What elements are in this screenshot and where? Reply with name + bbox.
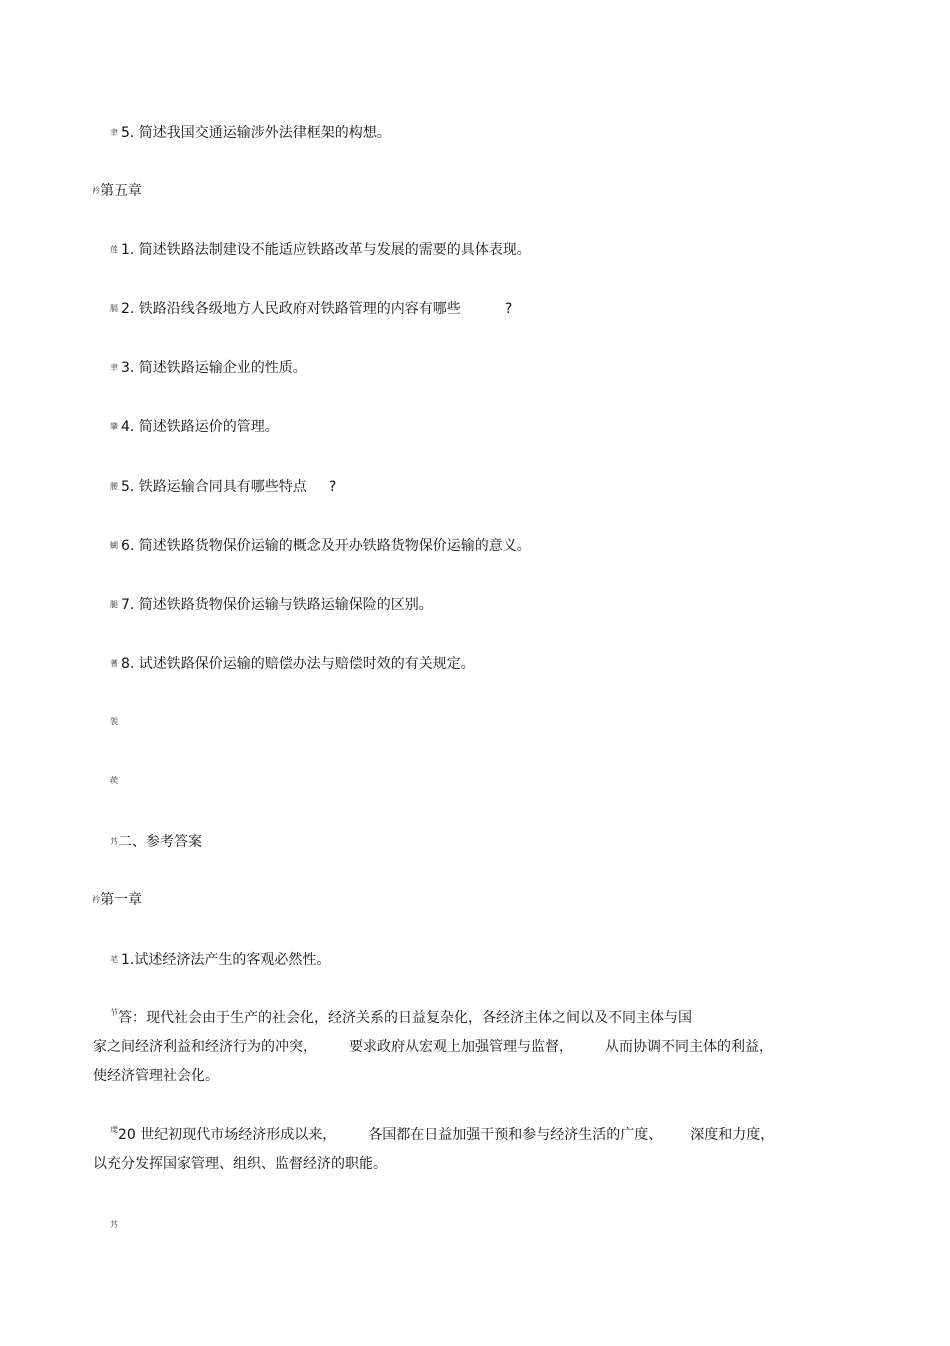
question-mark: ? xyxy=(328,479,337,495)
char-mark: 衿 xyxy=(92,186,100,195)
char-mark: 节 xyxy=(110,1008,118,1017)
question-ch5-1 xyxy=(110,241,531,259)
question-ch5-4 xyxy=(110,418,279,436)
question-ch5-2 xyxy=(110,300,512,318)
answers-heading xyxy=(110,833,202,851)
paragraph-text: 家之间经济利益和经济行为的冲突， xyxy=(93,1039,317,1055)
answer-paragraph xyxy=(93,1004,833,1091)
paragraph-text: 深度和力度， xyxy=(690,1127,775,1143)
paragraph-text: 从而协调不同主体的利益， xyxy=(605,1039,773,1055)
char-mark: 聿 xyxy=(110,128,118,137)
char-mark: 蝴 xyxy=(110,541,118,550)
question-mark: ? xyxy=(504,301,513,317)
paragraph-text: 各国都在日益加强干预和参与经济生活的广度、 xyxy=(368,1127,663,1143)
char-mark: 肇 xyxy=(110,422,118,431)
chapter-title: 第一章 xyxy=(100,892,142,908)
paragraph-line xyxy=(93,1121,833,1150)
char-mark: 艿 xyxy=(110,1220,118,1229)
char-mark: 袈 xyxy=(110,717,118,726)
question-text: 5. 简述我国交通运输涉外法律框架的构想。 xyxy=(121,125,391,141)
chapter1-heading xyxy=(92,891,142,909)
question-text: 4. 简述铁路运价的管理。 xyxy=(121,419,279,435)
char-mark: 腿 xyxy=(110,600,118,609)
paragraph-text: 答：现代社会由于生产的社会化，经济关系的日益复杂化，各经济主体之间以及不同主体与国 xyxy=(118,1010,692,1026)
question-ch5-5 xyxy=(110,478,336,496)
answer-question-1 xyxy=(110,951,330,969)
question-text: 2. 铁路沿线各级地方人民政府对铁路管理的内容有哪些 xyxy=(121,301,461,317)
paragraph-text: 使经济管理社会化。 xyxy=(93,1068,219,1084)
question-ch5-6 xyxy=(110,537,531,555)
paragraph-text: 以充分发挥国家管理、组织、监督经济的职能。 xyxy=(93,1156,387,1172)
section-title: 二、参考答案 xyxy=(118,834,202,850)
question-text: 8. 试述铁路保价运输的赔偿办法与赔偿时效的有关规定。 xyxy=(121,656,475,672)
paragraph-line xyxy=(93,1033,833,1062)
char-mark: 莲 xyxy=(110,245,118,254)
chapter5-heading xyxy=(92,182,142,200)
char-mark: 蒺 xyxy=(110,776,118,785)
answer-paragraph xyxy=(93,1121,833,1179)
chapter-title: 第五章 xyxy=(100,183,142,199)
question-text: 3. 简述铁路运输企业的性质。 xyxy=(121,360,307,376)
question-text: 6. 简述铁路货物保价运输的概念及开办铁路货物保价运输的意义。 xyxy=(121,538,531,554)
question-ch5-3 xyxy=(110,359,307,377)
question-text: 1.试述经济法产生的客观必然性。 xyxy=(121,952,331,968)
paragraph-line xyxy=(93,1150,833,1179)
char-mark: 虔 xyxy=(110,1125,118,1134)
paragraph-line xyxy=(93,1004,833,1033)
question-text: 1. 简述铁路法制建设不能适应铁路改革与发展的需要的具体表现。 xyxy=(121,242,531,258)
question-text: 7. 简述铁路货物保价运输与铁路运输保险的区别。 xyxy=(121,597,433,613)
paragraph-line xyxy=(93,1062,833,1091)
question-ch5-8 xyxy=(110,655,475,673)
char-mark: 蓍 xyxy=(110,659,118,668)
question-ch4-5 xyxy=(110,124,391,142)
char-mark: 衿 xyxy=(92,895,100,904)
question-ch5-7 xyxy=(110,596,433,614)
paragraph-text: 要求政府从宏观上加强管理与监督， xyxy=(349,1039,573,1055)
char-mark: 艿 xyxy=(110,837,118,846)
blank-line xyxy=(110,713,121,731)
question-text: 5. 铁路运输合同具有哪些特点 xyxy=(121,479,307,495)
paragraph-text: 20 世纪初现代市场经济形成以来， xyxy=(118,1127,337,1143)
char-mark: 芼 xyxy=(110,955,118,964)
blank-line xyxy=(110,1216,121,1234)
blank-line xyxy=(110,772,121,790)
char-mark: 腰 xyxy=(110,482,118,491)
char-mark: 膈 xyxy=(110,304,118,313)
char-mark: 聿 xyxy=(110,363,118,372)
